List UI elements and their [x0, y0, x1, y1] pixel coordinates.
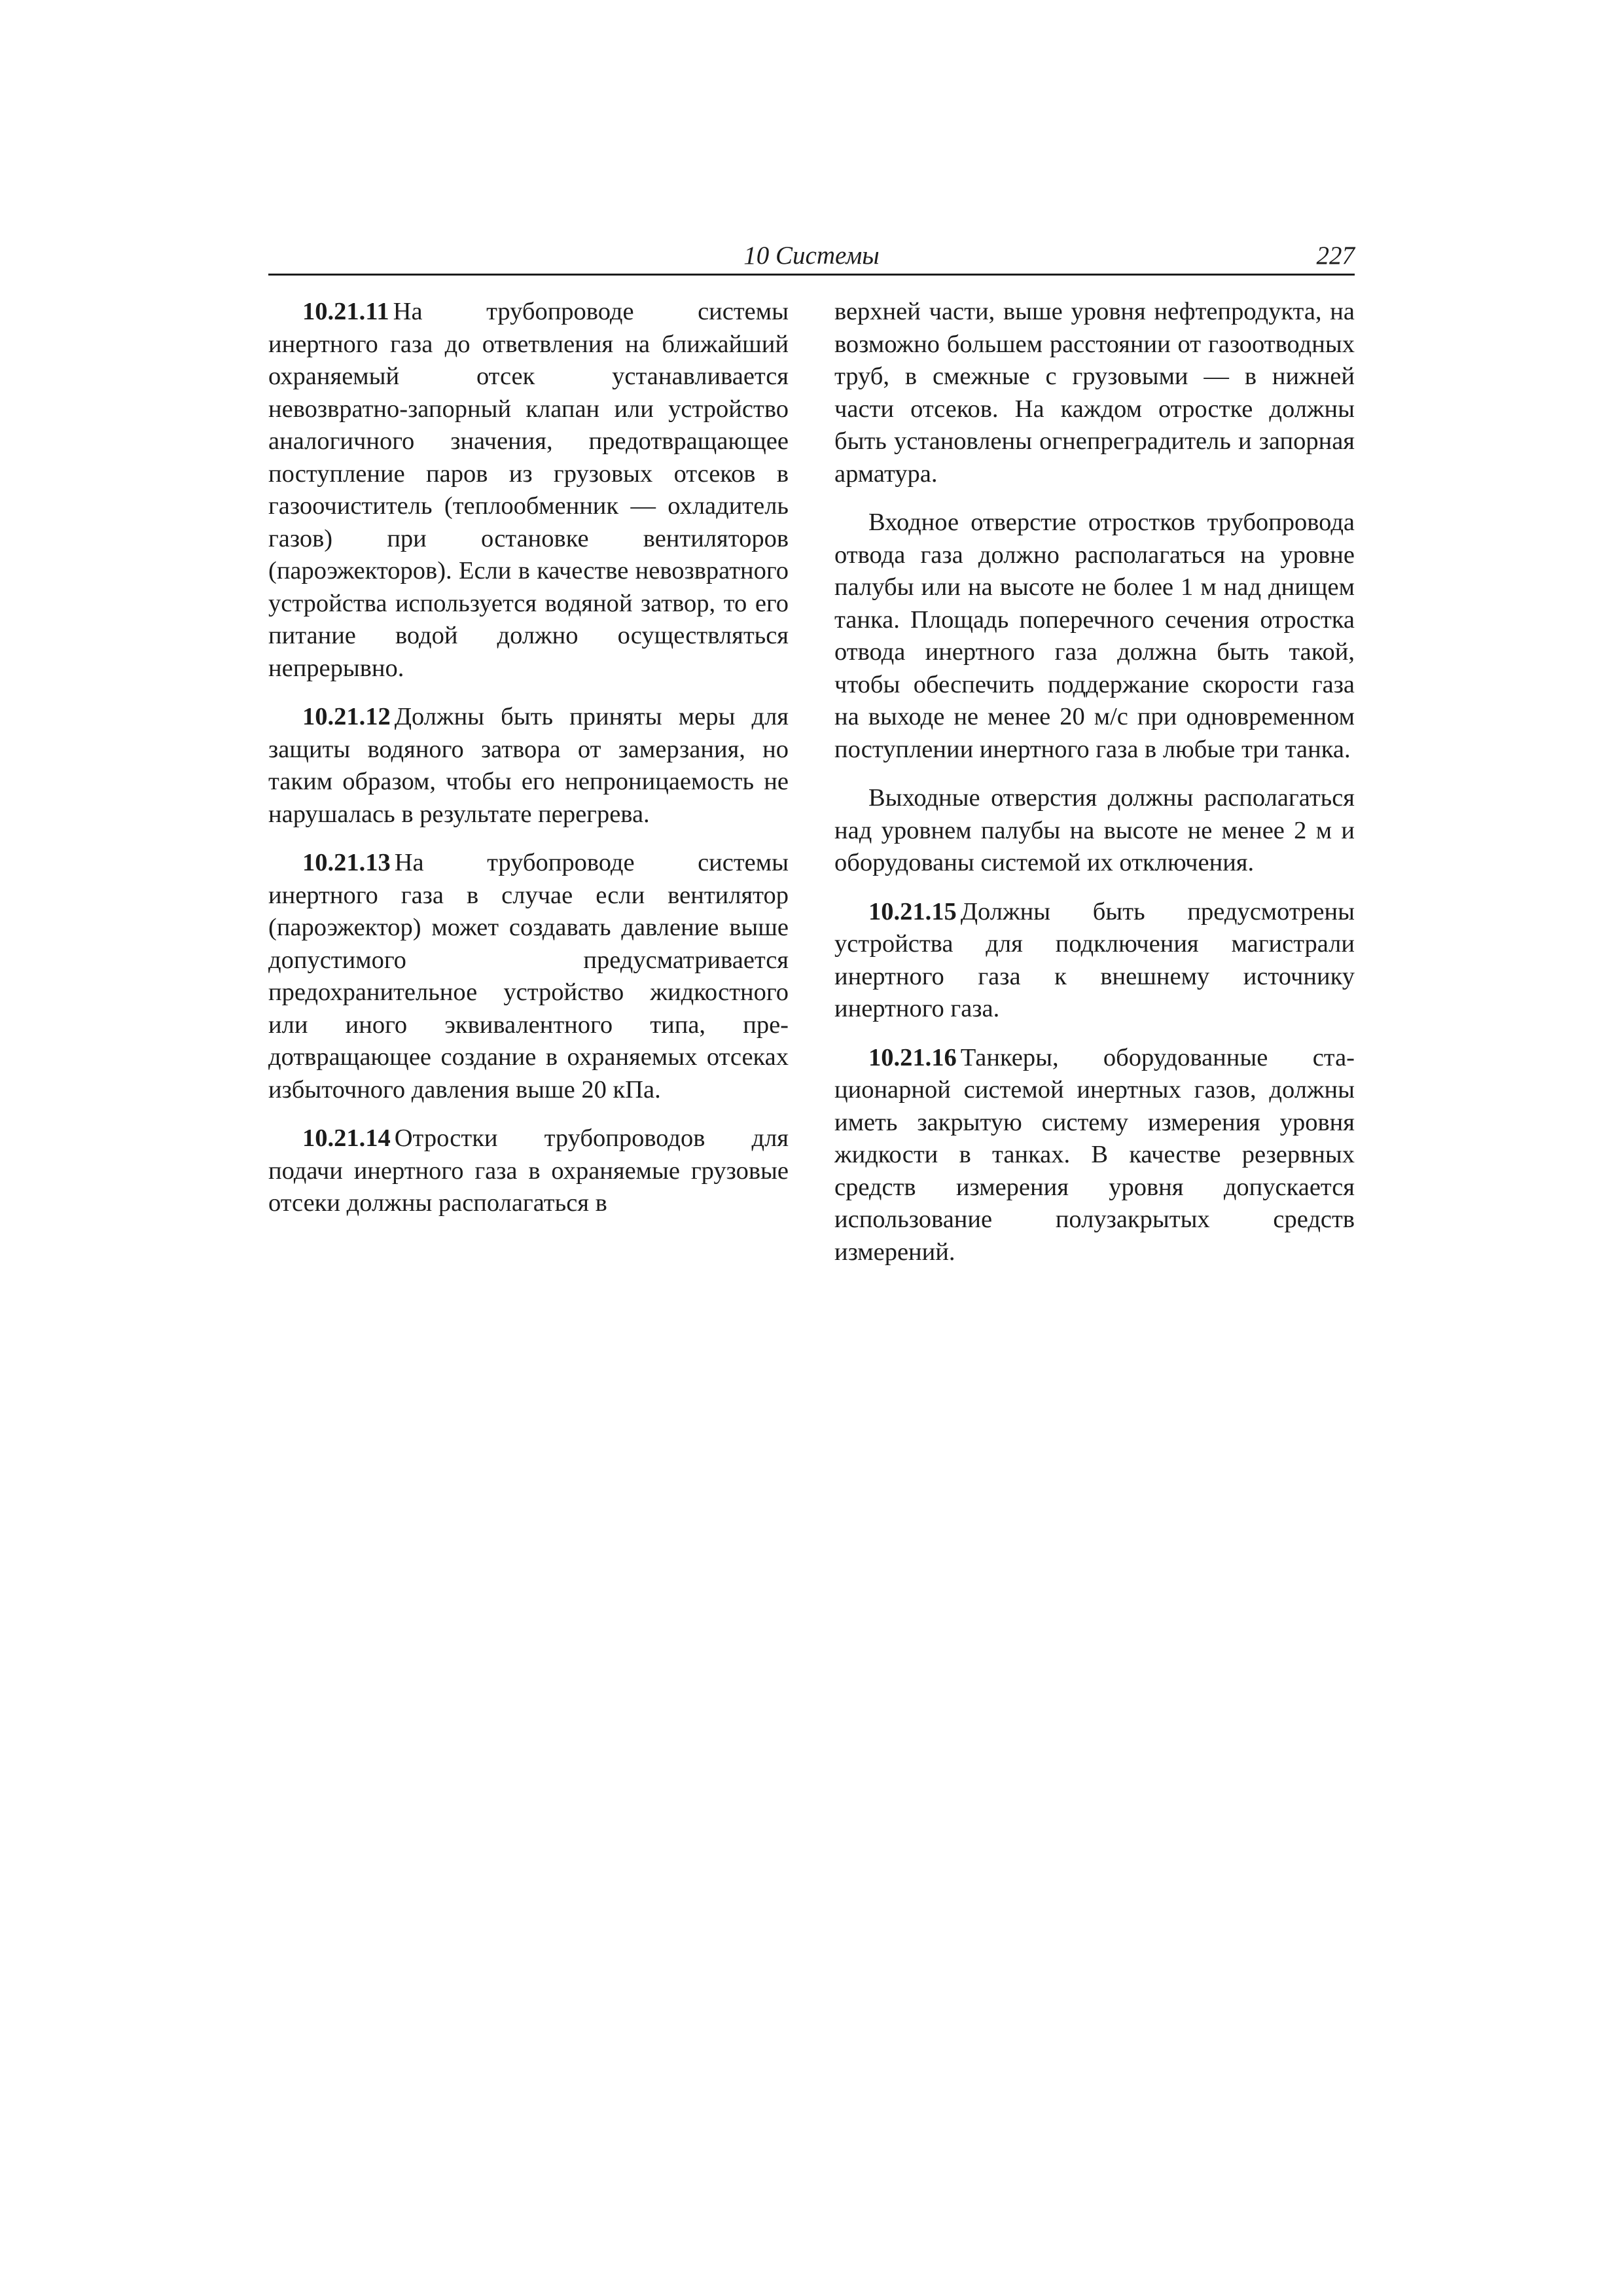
- section-title: 10 Системы: [743, 242, 880, 270]
- clause-number: 10.21.12: [302, 703, 391, 730]
- clause-10-21-11: [268, 296, 789, 685]
- left-column: [268, 296, 789, 1236]
- clause-10-21-14-continuation: [834, 296, 1355, 490]
- clause-text: На трубопроводе системы инертного газа до ответвления на ближайший охраняемый отсек устанавливается невозвратно-запорный клапан или устройство аналогичного значения, предотвращающее поступление паров из грузовых отсеков в газоочиститель (теплообменник — охладитель газов) при остановке вентиляторов (пароэжекторов). Если в качестве невозвратного устройства используется водяной затвор, то его питание водой должно осуществляться непрерывно.: [268, 298, 789, 682]
- clause-10-21-16: [834, 1042, 1355, 1269]
- clause-text: Должны быть приняты меры для защиты водяного затвора от замерзания, но таким образом, чтобы его непроницаемость не нарушалась в результате перегрева.: [268, 703, 789, 828]
- running-header: [268, 241, 1355, 276]
- clause-number: 10.21.15: [868, 897, 957, 925]
- clause-number: 10.21.11: [302, 298, 389, 325]
- clause-text: Танкеры, оборудованные стационарной системой инертных газов, должны иметь закрытую систему измерения уровня жидкости в танках. В качестве резервных средств измерения уровня допускается использование полузакрытых средств измерений.: [834, 1043, 1355, 1266]
- clause-text: На трубопроводе системы инертного газа в случае если вентилятор (пароэжектор) может создавать давление выше допустимого предусматривается предохранительное устройство жидкостного или иного эквивалентного типа, предотвращающее создание в охраняемых отсеках избыточного давления выше 20 кПа.: [268, 849, 789, 1103]
- paragraph-inlet-opening: [834, 507, 1355, 766]
- clause-text: Должны быть предусмотрены устройства для подключения магистрали инертного газа к внешнему источнику инертного газа.: [834, 897, 1355, 1022]
- clause-text: Входное отверстие отростков трубопровода отвода газа должно располагаться на уровне палубы или на высоте не более 1 м над днищем танка. Площадь поперечного сечения отростка отвода инертного газа должна быть такой, чтобы обеспечить поддержание скорости газа на выходе не менее 20 м/с при одновременном поступлении инертного газа в любые три танка.: [834, 509, 1355, 763]
- clause-10-21-13: [268, 847, 789, 1106]
- clause-number: 10.21.16: [868, 1043, 957, 1071]
- right-column: [834, 296, 1355, 1285]
- clause-10-21-15: [834, 896, 1355, 1026]
- clause-text: верхней части, выше уровня нефтепродукта, на возможно большем расстоянии от газоотводных труб, в смежные с грузовыми — в нижней части отсеков. На каждом отростке должны быть установлены огнепреградитель и запорная арматура.: [834, 298, 1355, 488]
- clause-10-21-14: [268, 1122, 789, 1220]
- clause-number: 10.21.13: [302, 849, 391, 876]
- clause-10-21-12: [268, 701, 789, 831]
- clause-text: Отростки трубопроводов для подачи инертного газа в охраняемые грузовые отсеки должны располагаться в: [268, 1124, 789, 1217]
- page-number: 227: [1316, 242, 1355, 270]
- clause-number: 10.21.14: [302, 1124, 391, 1152]
- paragraph-outlet-openings: [834, 782, 1355, 880]
- clause-text: Выходные отверстия должны располагаться над уровнем палубы на высоте не менее 2 м и оборудованы системой их отключения.: [834, 784, 1355, 876]
